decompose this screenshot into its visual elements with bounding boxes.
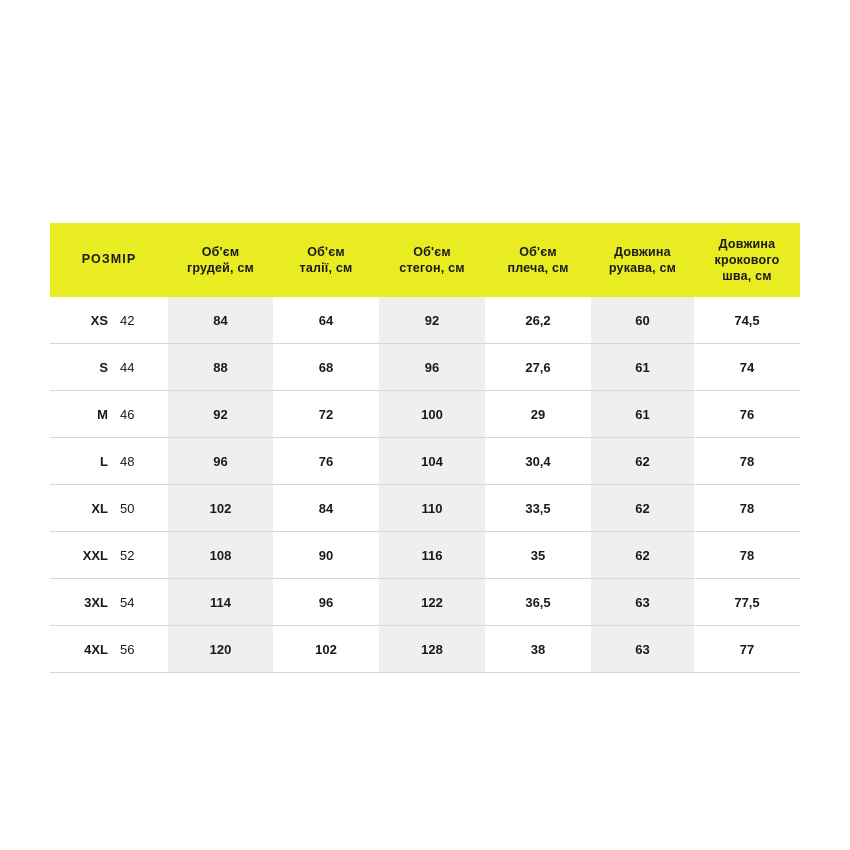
cell-hips: 116 — [379, 532, 485, 579]
cell-shoulder: 36,5 — [485, 579, 591, 626]
cell-waist: 76 — [273, 438, 379, 485]
size-code: 48 — [120, 453, 135, 469]
cell-sleeve: 60 — [591, 297, 694, 344]
cell-size — [50, 485, 168, 532]
cell-inseam: 78 — [694, 532, 800, 579]
size-cell-inner — [50, 501, 168, 516]
column-header-hips-line1: Об'єм — [413, 244, 451, 259]
size-label: 3XL — [84, 594, 108, 610]
cell-waist: 90 — [273, 532, 379, 579]
table-row — [50, 485, 800, 532]
cell-waist: 68 — [273, 344, 379, 391]
table-row — [50, 344, 800, 391]
cell-sleeve: 61 — [591, 391, 694, 438]
cell-shoulder: 30,4 — [485, 438, 591, 485]
column-header-inseam-line1: Довжина — [718, 236, 776, 251]
size-code: 46 — [120, 406, 135, 422]
cell-chest: 120 — [168, 626, 273, 673]
cell-shoulder: 29 — [485, 391, 591, 438]
cell-inseam: 77 — [694, 626, 800, 673]
cell-inseam: 77,5 — [694, 579, 800, 626]
cell-waist: 96 — [273, 579, 379, 626]
size-table-container — [50, 223, 800, 673]
size-label: XL — [91, 500, 108, 516]
cell-inseam: 76 — [694, 391, 800, 438]
size-cell-inner — [50, 642, 168, 657]
column-header-size — [50, 223, 168, 297]
table-header-row — [50, 223, 800, 297]
cell-size — [50, 438, 168, 485]
cell-chest: 102 — [168, 485, 273, 532]
size-code: 44 — [120, 359, 135, 375]
cell-waist: 72 — [273, 391, 379, 438]
column-header-shoulder-line1: Об'єм — [519, 244, 557, 259]
table-body — [50, 297, 800, 673]
cell-sleeve: 63 — [591, 579, 694, 626]
cell-sleeve: 61 — [591, 344, 694, 391]
cell-size — [50, 532, 168, 579]
size-cell-inner — [50, 595, 168, 610]
cell-inseam: 78 — [694, 438, 800, 485]
cell-hips: 110 — [379, 485, 485, 532]
cell-size — [50, 391, 168, 438]
cell-sleeve: 62 — [591, 485, 694, 532]
cell-shoulder: 33,5 — [485, 485, 591, 532]
column-header-inseam — [694, 223, 800, 297]
column-header-inseam-line3: шва, см — [722, 269, 772, 284]
column-header-hips — [379, 223, 485, 297]
cell-hips: 96 — [379, 344, 485, 391]
cell-chest: 96 — [168, 438, 273, 485]
cell-chest: 108 — [168, 532, 273, 579]
column-header-shoulder-line2: плеча, см — [507, 261, 569, 275]
column-header-shoulder — [485, 223, 591, 297]
cell-shoulder: 38 — [485, 626, 591, 673]
column-header-chest — [168, 223, 273, 297]
size-cell-inner — [50, 313, 168, 328]
column-header-inseam-line2: крокового — [714, 252, 780, 267]
cell-inseam: 74,5 — [694, 297, 800, 344]
size-label: XXL — [82, 547, 108, 563]
table-row — [50, 438, 800, 485]
cell-size — [50, 579, 168, 626]
column-header-hips-line2: стегон, см — [399, 261, 465, 275]
column-header-waist — [273, 223, 379, 297]
cell-sleeve: 63 — [591, 626, 694, 673]
cell-waist: 102 — [273, 626, 379, 673]
size-label: M — [97, 406, 108, 422]
column-header-size-line1: РОЗМІР — [81, 252, 137, 267]
column-header-sleeve — [591, 223, 694, 297]
cell-chest: 88 — [168, 344, 273, 391]
column-header-waist-line2: талії, см — [299, 261, 353, 275]
cell-hips: 128 — [379, 626, 485, 673]
size-label: L — [100, 453, 108, 469]
cell-sleeve: 62 — [591, 532, 694, 579]
size-cell-inner — [50, 407, 168, 422]
column-header-chest-line2: грудей, см — [186, 261, 255, 275]
size-label: S — [99, 359, 108, 375]
table-row — [50, 297, 800, 344]
column-header-chest-line1: Об'єм — [201, 244, 240, 259]
cell-inseam: 78 — [694, 485, 800, 532]
cell-sleeve: 62 — [591, 438, 694, 485]
cell-waist: 64 — [273, 297, 379, 344]
cell-shoulder: 26,2 — [485, 297, 591, 344]
cell-waist: 84 — [273, 485, 379, 532]
size-cell-inner — [50, 548, 168, 563]
column-header-waist-line1: Об'єм — [307, 244, 345, 259]
size-code: 52 — [120, 547, 135, 563]
size-cell-inner — [50, 454, 168, 469]
table-row — [50, 626, 800, 673]
table-row — [50, 579, 800, 626]
size-code: 42 — [120, 312, 135, 328]
cell-chest: 92 — [168, 391, 273, 438]
cell-size — [50, 297, 168, 344]
size-code: 54 — [120, 594, 135, 610]
cell-chest: 114 — [168, 579, 273, 626]
cell-size — [50, 344, 168, 391]
cell-shoulder: 27,6 — [485, 344, 591, 391]
table-row — [50, 391, 800, 438]
table-row — [50, 532, 800, 579]
cell-inseam: 74 — [694, 344, 800, 391]
size-code: 56 — [120, 641, 135, 657]
cell-hips: 104 — [379, 438, 485, 485]
column-header-sleeve-line2: рукава, см — [608, 261, 677, 275]
cell-hips: 92 — [379, 297, 485, 344]
cell-shoulder: 35 — [485, 532, 591, 579]
size-label: XS — [90, 312, 108, 328]
cell-hips: 122 — [379, 579, 485, 626]
cell-chest: 84 — [168, 297, 273, 344]
cell-hips: 100 — [379, 391, 485, 438]
size-table — [50, 223, 800, 673]
cell-size — [50, 626, 168, 673]
size-cell-inner — [50, 360, 168, 375]
table-header — [50, 223, 800, 297]
column-header-sleeve-line1: Довжина — [614, 244, 671, 259]
size-code: 50 — [120, 500, 135, 516]
size-label: 4XL — [84, 641, 108, 657]
